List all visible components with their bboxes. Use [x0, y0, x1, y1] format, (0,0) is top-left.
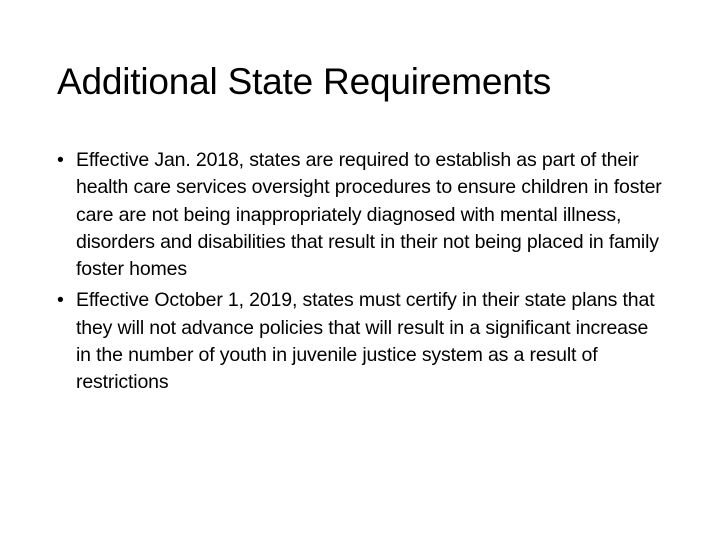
bullet-marker: • — [57, 149, 64, 171]
bullet-marker: • — [57, 289, 64, 312]
slide-title: Additional State Requirements — [57, 61, 551, 102]
bullet-item — [57, 147, 667, 283]
bullet-text: Effective Jan. 2018, states are required to establish as part of their health care services oversight procedures to ensure children in foster care are not being inappropriately diagnosed with mental illness, disorders and disabilities that result in their not being placed in family foster homes — [76, 149, 662, 281]
bullet-item — [57, 287, 667, 396]
bullet-list — [57, 147, 667, 401]
bullet-text: Effective October 1, 2019, states must certify in their state plans that they will not advance policies that will result in a significant increase in the number of youth in juvenile justice system as a result of restrictions — [76, 289, 655, 394]
